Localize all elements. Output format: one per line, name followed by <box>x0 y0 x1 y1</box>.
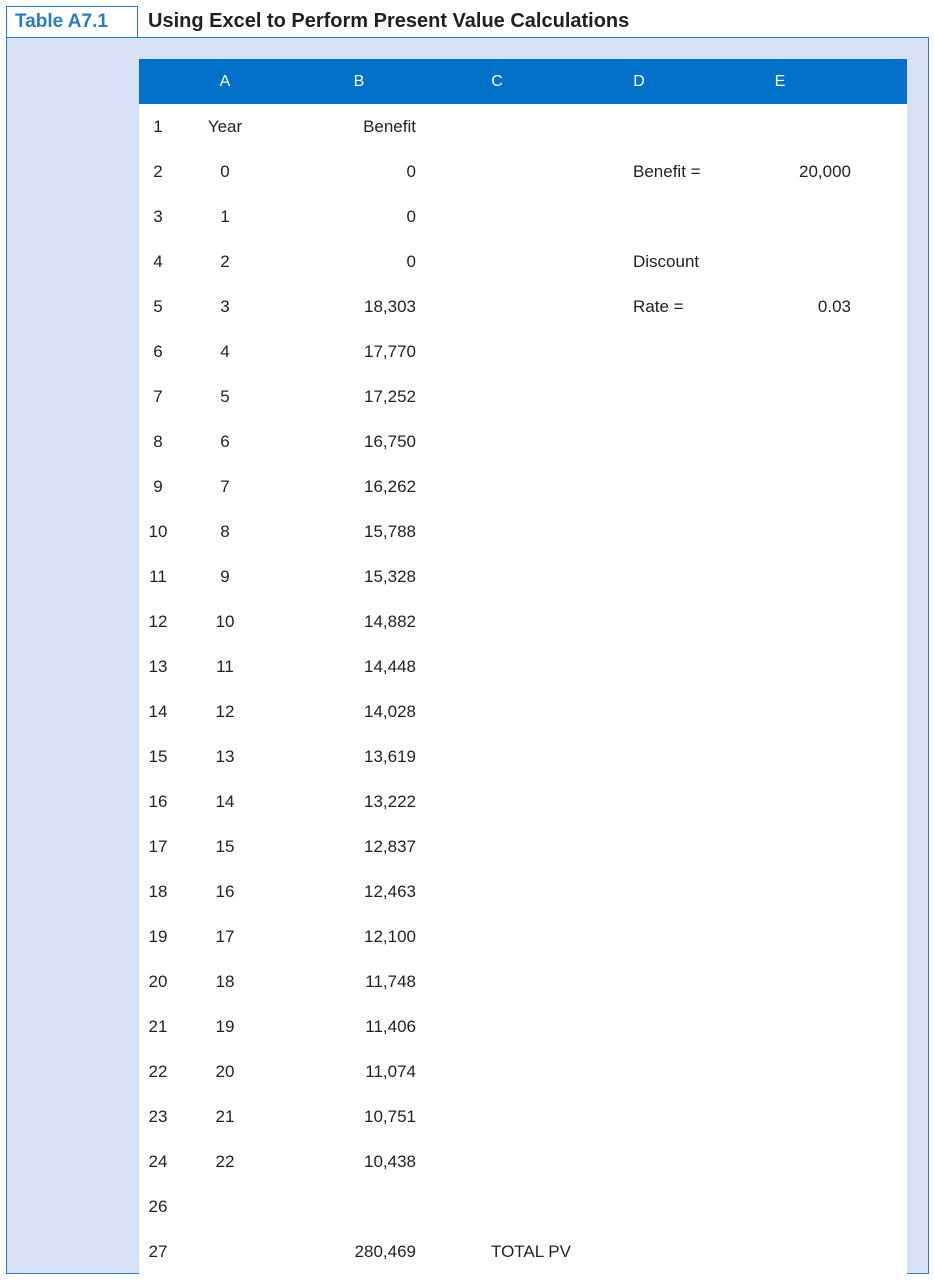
cell-a: 20 <box>215 1062 235 1081</box>
row-number: 20 <box>148 972 168 991</box>
column-header-a: A <box>219 73 231 90</box>
table-row <box>139 1094 907 1139</box>
cell-b: 0 <box>406 252 416 271</box>
row-number: 15 <box>148 747 168 766</box>
table-title: Using Excel to Perform Present Value Calculations <box>148 10 630 32</box>
cell-a <box>201 1229 249 1274</box>
cell-b: 0 <box>406 162 416 181</box>
table-row <box>139 554 907 599</box>
cell-a: 4 <box>220 342 230 361</box>
cell-a: 18 <box>215 972 235 991</box>
cell-e <box>751 1229 851 1274</box>
table-row <box>139 959 907 1004</box>
cell-c <box>491 1139 631 1184</box>
cell-b: 18,303 <box>364 297 416 316</box>
row-number: 23 <box>148 1107 168 1126</box>
cell-a: 9 <box>220 567 230 586</box>
column-header-c: C <box>491 73 503 90</box>
cell-b: 13,619 <box>364 747 416 766</box>
cell-e <box>751 194 851 239</box>
table-row <box>139 419 907 464</box>
row-number: 18 <box>148 882 168 901</box>
cell-a: 13 <box>215 747 235 766</box>
cell-a: 21 <box>215 1107 235 1126</box>
row-number: 5 <box>153 297 163 316</box>
column-header-b: B <box>353 73 365 90</box>
cell-c <box>491 464 631 509</box>
table-row <box>139 104 907 149</box>
cell-c <box>491 959 631 1004</box>
table-row <box>139 1184 907 1229</box>
cell-c <box>491 284 631 329</box>
cell-b <box>321 1184 416 1229</box>
cell-d: Discount <box>633 252 700 271</box>
cell-c <box>491 644 631 689</box>
cell-c <box>491 194 631 239</box>
cell-c <box>491 419 631 464</box>
cell-b: 13,222 <box>364 792 416 811</box>
cell-e: 20,000 <box>799 162 851 181</box>
cell-c <box>491 1184 631 1229</box>
cell-c <box>491 824 631 869</box>
cell-e <box>751 1094 851 1139</box>
cell-b: 280,469 <box>354 1242 416 1261</box>
table-row <box>139 1004 907 1049</box>
row-number: 24 <box>148 1152 168 1171</box>
cell-b: 14,882 <box>364 612 416 631</box>
cell-b: 12,463 <box>364 882 416 901</box>
cell-c <box>491 734 631 779</box>
cell-a: 15 <box>215 837 235 856</box>
table-row <box>139 734 907 779</box>
cell-e <box>751 599 851 644</box>
row-number: 2 <box>153 162 163 181</box>
table-row <box>139 779 907 824</box>
table-row <box>139 1139 907 1184</box>
table-row <box>139 644 907 689</box>
cell-e <box>751 1184 851 1229</box>
cell-c <box>491 329 631 374</box>
cell-e <box>751 1139 851 1184</box>
cell-c <box>491 779 631 824</box>
row-number: 13 <box>148 657 168 676</box>
cell-a: 3 <box>220 297 230 316</box>
cell-c <box>491 509 631 554</box>
cell-d: Benefit = <box>633 162 701 181</box>
cell-a: 1 <box>220 207 230 226</box>
cell-e <box>751 779 851 824</box>
row-number: 26 <box>148 1197 168 1216</box>
table-row <box>139 824 907 869</box>
cell-e <box>751 419 851 464</box>
cell-d: Rate = <box>633 297 684 316</box>
cell-a: 11 <box>216 657 234 676</box>
cell-e <box>751 1004 851 1049</box>
cell-c <box>491 1004 631 1049</box>
cell-b: 17,252 <box>364 387 416 406</box>
cell-a: 14 <box>215 792 235 811</box>
table-label: Table A7.1 <box>6 6 138 38</box>
cell-a: 0 <box>220 162 230 181</box>
cell-b: 12,837 <box>364 837 416 856</box>
cell-e <box>751 689 851 734</box>
table-row <box>139 464 907 509</box>
cell-b: 14,448 <box>364 657 416 676</box>
cell-b: 0 <box>406 207 416 226</box>
cell-e <box>751 869 851 914</box>
cell-e: 0.03 <box>817 297 851 316</box>
table-row <box>139 329 907 374</box>
cell-e <box>751 464 851 509</box>
table-row <box>139 149 907 194</box>
row-number: 9 <box>153 477 163 496</box>
table-row <box>139 914 907 959</box>
table-row <box>139 284 907 329</box>
row-number: 7 <box>153 387 163 406</box>
cell-e <box>751 959 851 1004</box>
cell-c <box>491 869 631 914</box>
table-row <box>139 374 907 419</box>
cell-b: 10,438 <box>364 1152 416 1171</box>
table-row <box>139 194 907 239</box>
column-header-d: D <box>633 73 645 90</box>
cell-c <box>491 689 631 734</box>
cell-e <box>751 239 851 284</box>
cell-c <box>491 374 631 419</box>
table-row <box>139 509 907 554</box>
cell-c <box>491 554 631 599</box>
cell-b: 15,788 <box>364 522 416 541</box>
cell-a: Year <box>207 117 243 136</box>
row-number: 16 <box>148 792 168 811</box>
cell-c <box>491 1049 631 1094</box>
cell-b: 17,770 <box>364 342 416 361</box>
cell-b: 10,751 <box>364 1107 416 1126</box>
spreadsheet <box>139 59 907 1274</box>
row-number: 4 <box>153 252 163 271</box>
cell-e <box>751 734 851 779</box>
cell-c <box>491 104 631 149</box>
cell-c <box>491 149 631 194</box>
cell-a: 19 <box>215 1017 235 1036</box>
cell-b: Benefit <box>363 117 416 136</box>
cell-b: 15,328 <box>364 567 416 586</box>
cell-e <box>751 644 851 689</box>
cell-e <box>751 374 851 419</box>
cell-c <box>491 914 631 959</box>
cell-e <box>751 509 851 554</box>
cell-b: 16,750 <box>364 432 416 451</box>
row-number: 1 <box>153 117 163 136</box>
cell-c <box>491 1094 631 1139</box>
cell-e <box>751 329 851 374</box>
cell-a: 6 <box>220 432 230 451</box>
row-number: 19 <box>148 927 168 946</box>
cell-b: 14,028 <box>364 702 416 721</box>
cell-e <box>751 1049 851 1094</box>
cell-a: 5 <box>220 387 230 406</box>
table-row <box>139 1049 907 1094</box>
table-row <box>139 869 907 914</box>
cell-c <box>491 599 631 644</box>
cell-b: 12,100 <box>364 927 416 946</box>
table-row <box>139 1229 907 1274</box>
row-number: 14 <box>148 702 168 721</box>
cell-a <box>201 1184 249 1229</box>
cell-e <box>751 104 851 149</box>
cell-e <box>751 554 851 599</box>
row-number: 21 <box>148 1017 168 1036</box>
row-number: 8 <box>153 432 163 451</box>
cell-a: 22 <box>215 1152 235 1171</box>
cell-a: 2 <box>220 252 230 271</box>
cell-b: 16,262 <box>364 477 416 496</box>
cell-a: 12 <box>215 702 235 721</box>
cell-a: 10 <box>215 612 235 631</box>
column-header-bar <box>139 59 907 104</box>
row-number: 6 <box>153 342 163 361</box>
cell-c: TOTAL PV <box>491 1242 571 1261</box>
row-number: 17 <box>148 837 168 856</box>
cell-a: 17 <box>215 927 235 946</box>
cell-b: 11,406 <box>365 1017 416 1036</box>
column-header-e: E <box>774 73 786 90</box>
cell-b: 11,748 <box>365 972 416 991</box>
table-row <box>139 239 907 284</box>
row-number: 12 <box>148 612 168 631</box>
table-row <box>139 599 907 644</box>
row-number: 3 <box>153 207 163 226</box>
cell-c <box>491 239 631 284</box>
cell-e <box>751 824 851 869</box>
cell-b: 11,074 <box>365 1062 416 1081</box>
table-row <box>139 689 907 734</box>
row-number: 11 <box>149 567 167 586</box>
cell-a: 8 <box>220 522 230 541</box>
row-number: 22 <box>148 1062 168 1081</box>
cell-a: 7 <box>220 477 230 496</box>
cell-a: 16 <box>215 882 235 901</box>
cell-e <box>751 914 851 959</box>
row-number: 27 <box>148 1242 168 1261</box>
row-number: 10 <box>148 522 168 541</box>
